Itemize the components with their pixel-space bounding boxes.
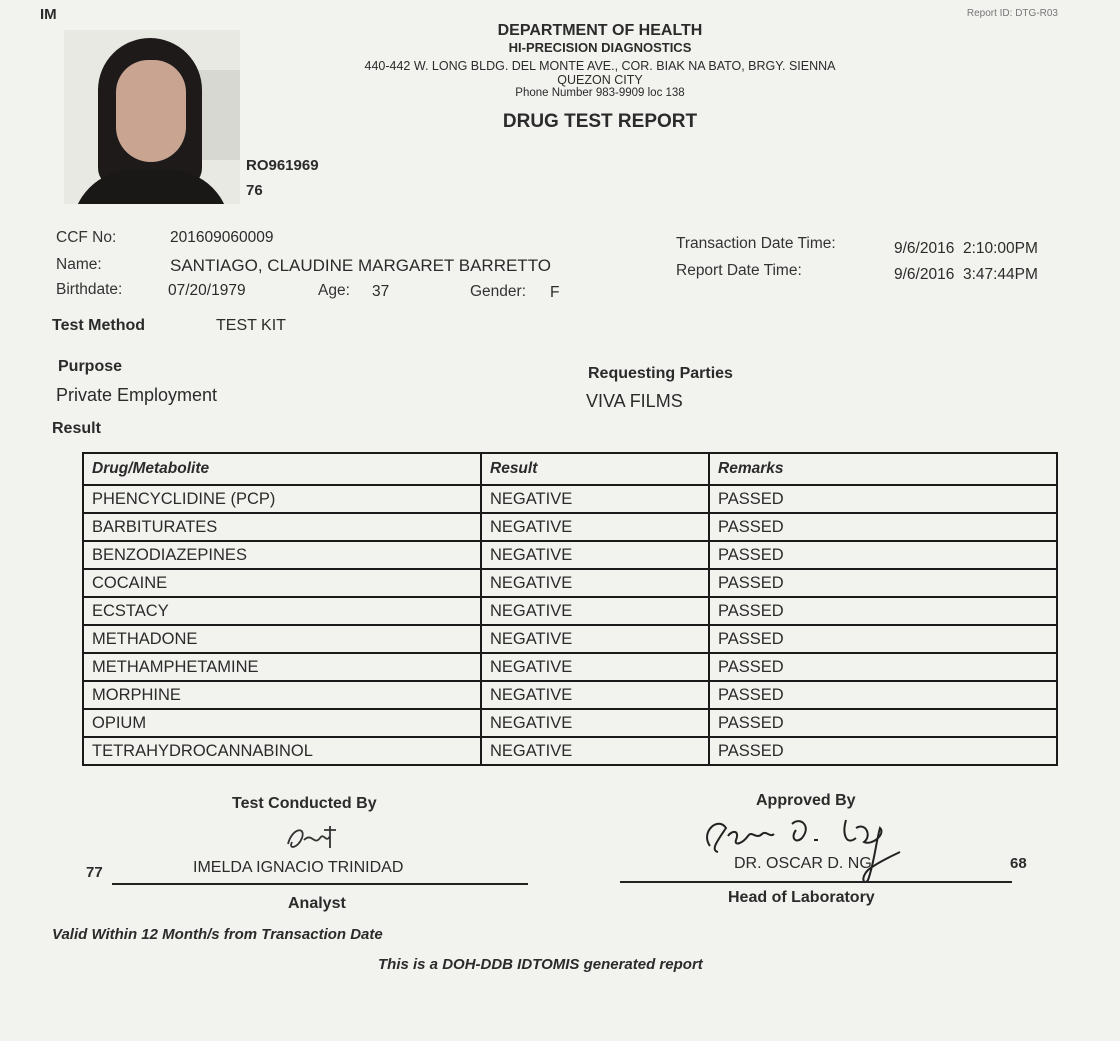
gender-label: Gender: — [470, 283, 527, 300]
remarks-cell: PASSED — [709, 681, 1057, 709]
remarks-cell: PASSED — [709, 653, 1057, 681]
head-role: Head of Laboratory — [728, 889, 875, 906]
report-date-value: 9/6/2016 3:47:44PM — [894, 266, 1038, 283]
drug-cell: OPIUM — [83, 709, 481, 737]
column-header: Result — [481, 453, 709, 485]
address-line1: 440-442 W. LONG BLDG. DEL MONTE AVE., COR. BIAK NA BATO, BRGY. SIENNA — [364, 59, 836, 73]
head-signature — [696, 806, 926, 890]
analyst-signature-line — [112, 883, 528, 885]
result-cell: NEGATIVE — [481, 681, 709, 709]
table-row — [83, 681, 1057, 709]
remarks-cell: PASSED — [709, 625, 1057, 653]
report-id: Report ID: DTG-R03 — [966, 8, 1058, 19]
result-cell: NEGATIVE — [481, 513, 709, 541]
table-row — [83, 569, 1057, 597]
table-row — [83, 653, 1057, 681]
result-cell: NEGATIVE — [481, 541, 709, 569]
purpose-value: Private Employment — [56, 385, 218, 405]
analyst-name: IMELDA IGNACIO TRINIDAD — [193, 859, 404, 876]
patient-photo — [64, 30, 240, 204]
table-header-row — [83, 453, 1057, 485]
result-cell: NEGATIVE — [481, 569, 709, 597]
drug-cell: BARBITURATES — [83, 513, 481, 541]
result-cell: NEGATIVE — [481, 653, 709, 681]
age-label: Age: — [318, 282, 350, 299]
table-row — [83, 541, 1057, 569]
name-label: Name: — [56, 256, 102, 273]
table-row — [83, 709, 1057, 737]
remarks-cell: PASSED — [709, 485, 1057, 513]
approved-by-heading: Approved By — [756, 792, 856, 809]
drug-cell: MORPHINE — [83, 681, 481, 709]
test-method-label: Test Method — [52, 317, 146, 334]
remarks-cell: PASSED — [709, 709, 1057, 737]
remarks-cell: PASSED — [709, 513, 1057, 541]
ccf-value: 201609060009 — [170, 229, 274, 246]
department-name: DEPARTMENT OF HEALTH — [497, 22, 703, 39]
remarks-cell: PASSED — [709, 597, 1057, 625]
column-header: Remarks — [709, 453, 1057, 485]
analyst-role: Analyst — [288, 895, 346, 912]
result-cell: NEGATIVE — [481, 709, 709, 737]
drug-cell: METHAMPHETAMINE — [83, 653, 481, 681]
drug-cell: ECSTACY — [83, 597, 481, 625]
drug-cell: COCAINE — [83, 569, 481, 597]
result-label: Result — [52, 420, 101, 437]
gender-value: F — [550, 284, 560, 301]
generated-note: This is a DOH-DDB IDTOMIS generated report — [378, 956, 703, 973]
ccf-label: CCF No: — [56, 229, 117, 246]
remarks-cell: PASSED — [709, 541, 1057, 569]
laboratory-name: HI-PRECISION DIAGNOSTICS — [508, 40, 692, 55]
age-value: 37 — [372, 283, 390, 300]
remarks-cell: PASSED — [709, 737, 1057, 765]
report-title: DRUG TEST REPORT — [502, 111, 698, 132]
result-cell: NEGATIVE — [481, 625, 709, 653]
result-cell: NEGATIVE — [481, 597, 709, 625]
birthdate-label: Birthdate: — [56, 281, 123, 298]
analyst-signature — [284, 822, 344, 858]
result-cell: NEGATIVE — [481, 485, 709, 513]
drug-cell: PHENCYCLIDINE (PCP) — [83, 485, 481, 513]
test-method-value: TEST KIT — [216, 317, 286, 334]
result-cell: NEGATIVE — [481, 737, 709, 765]
head-name: DR. OSCAR D. NG — [734, 855, 872, 872]
corner-label: IM — [40, 6, 57, 23]
table-row — [83, 597, 1057, 625]
column-header: Drug/Metabolite — [83, 453, 481, 485]
requesting-parties-label: Requesting Parties — [588, 365, 733, 382]
report-header — [250, 20, 950, 133]
validity-note: Valid Within 12 Month/s from Transaction Date — [52, 926, 383, 943]
drug-cell: TETRAHYDROCANNABINOL — [83, 737, 481, 765]
remarks-cell: PASSED — [709, 569, 1057, 597]
analyst-number: 77 — [86, 864, 103, 881]
transaction-date-label: Transaction Date Time: — [676, 235, 836, 252]
birthdate-value: 07/20/1979 — [168, 282, 246, 299]
drug-cell: METHADONE — [83, 625, 481, 653]
head-signature-line — [620, 881, 1012, 883]
conducted-by-heading: Test Conducted By — [232, 795, 377, 812]
photo-id-line2: 76 — [246, 182, 263, 199]
photo-id-line1: RO961969 — [246, 157, 319, 174]
report-date-label: Report Date Time: — [676, 262, 802, 279]
address-line2: QUEZON CITY — [557, 73, 643, 87]
results-table — [82, 452, 1058, 766]
table-row — [83, 485, 1057, 513]
table-row — [83, 737, 1057, 765]
drug-cell: BENZODIAZEPINES — [83, 541, 481, 569]
name-value: SANTIAGO, CLAUDINE MARGARET BARRETTO — [170, 256, 551, 275]
purpose-label: Purpose — [58, 358, 123, 375]
phone-number: Phone Number 983-9909 loc 138 — [515, 87, 685, 99]
table-row — [83, 625, 1057, 653]
table-row — [83, 513, 1057, 541]
requesting-parties-value: VIVA FILMS — [586, 391, 683, 411]
head-number: 68 — [1010, 855, 1027, 872]
photo-id-number — [246, 153, 319, 203]
transaction-date-value: 9/6/2016 2:10:00PM — [894, 240, 1038, 257]
